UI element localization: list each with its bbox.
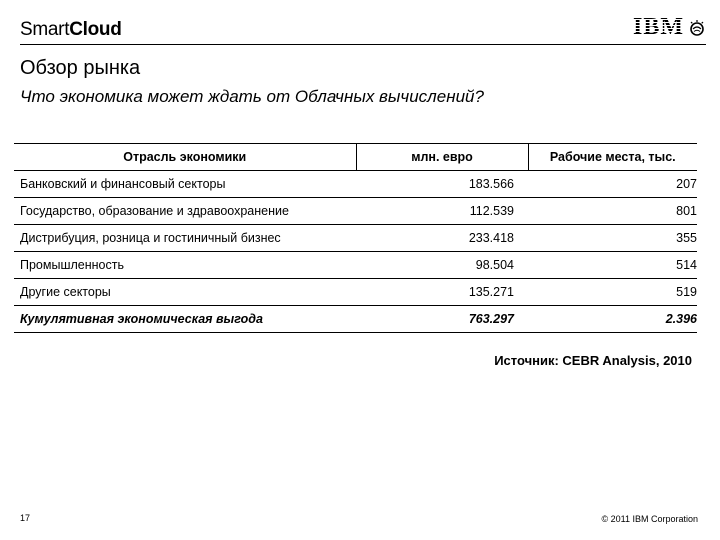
source-note: Источник: CEBR Analysis, 2010 [494,353,692,368]
cell-jobs: 355 [528,225,697,252]
page-subtitle: Что экономика может ждать от Облачных вычислений? [20,87,484,106]
cell-sector: Банковский и финансовый секторы [14,171,356,198]
page-title: Обзор рынка [20,57,141,79]
table-row [14,198,697,225]
cell-eur-mln: 135.271 [356,279,528,306]
table-row [14,252,697,279]
cell-eur-mln: 112.539 [356,198,528,225]
header-sector: Отрасль экономики [14,144,356,171]
table-total-row [14,306,697,333]
ibm-logo [633,14,706,41]
header-eur-mln: млн. евро [356,144,528,171]
cell-eur-mln: 98.504 [356,252,528,279]
page-number: 17 [20,513,31,523]
smarter-planet-icon [688,19,706,37]
total-eur-mln: 763.297 [356,306,528,333]
cell-eur-mln: 233.418 [356,225,528,252]
cell-sector: Другие секторы [14,279,356,306]
header-jobs: Рабочие места, тыс. [528,144,697,171]
table-row [14,171,697,198]
total-sector: Кумулятивная экономическая выгода [14,306,356,333]
cell-sector: Промышленность [14,252,356,279]
logo-cloud-text: Cloud [69,19,122,40]
copyright-notice: © 2011 IBM Corporation [601,514,698,524]
total-jobs: 2.396 [528,306,697,333]
ibm-logo-text: IBM [633,14,684,40]
cell-sector: Государство, образование и здравоохранение [14,198,356,225]
smartcloud-logo [20,19,122,41]
cell-jobs: 207 [528,171,697,198]
cell-sector: Дистрибуция, розница и гостиничный бизнес [14,225,356,252]
table-header-row [14,144,697,171]
cell-jobs: 514 [528,252,697,279]
header-divider [20,44,706,45]
table-row [14,279,697,306]
cell-jobs: 801 [528,198,697,225]
cell-jobs: 519 [528,279,697,306]
cell-eur-mln: 183.566 [356,171,528,198]
economic-benefit-table [14,143,697,333]
table-row [14,225,697,252]
logo-smart-text: Smart [20,19,70,40]
